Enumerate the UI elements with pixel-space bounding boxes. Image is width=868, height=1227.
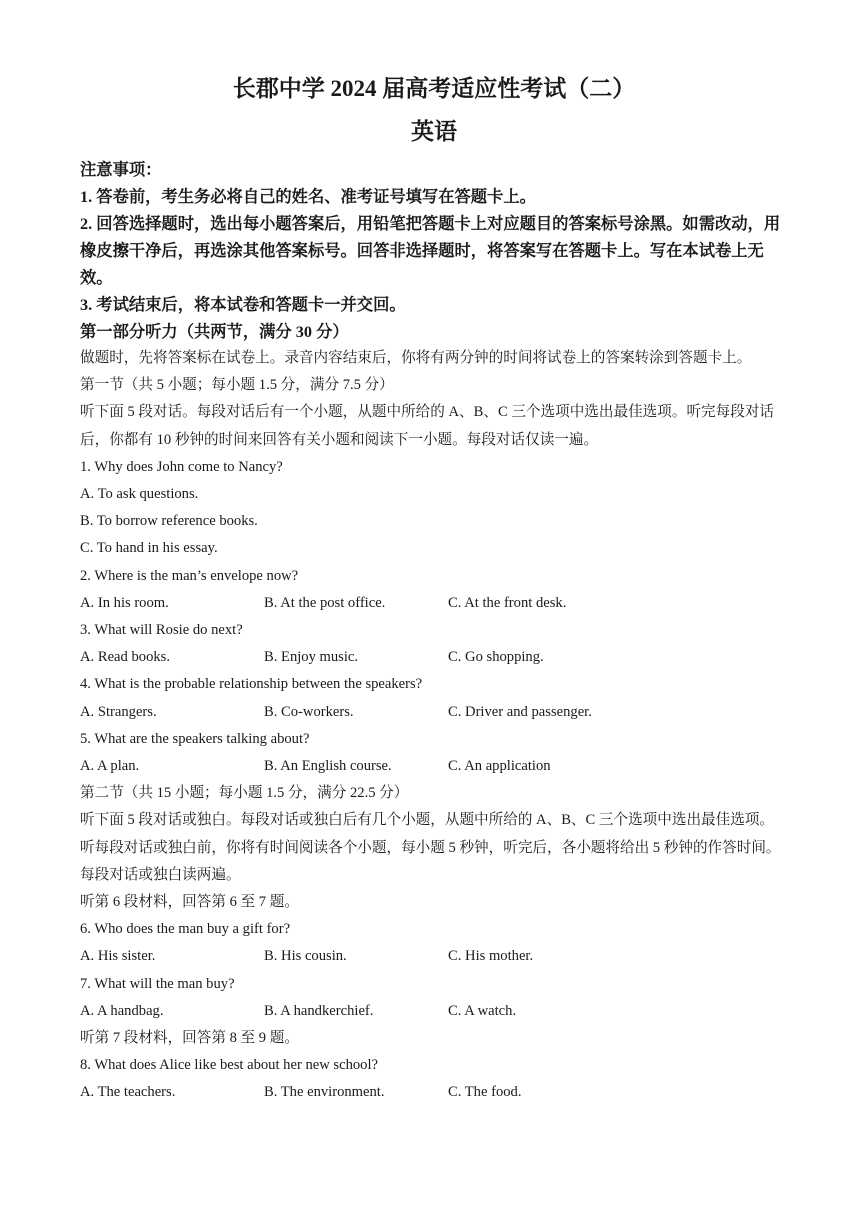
notice-item-1: 1. 答卷前，考生务必将自己的姓名、准考证号填写在答题卡上。 xyxy=(80,187,536,206)
question-5-options xyxy=(80,753,788,780)
question-7-option-c: C. A watch. xyxy=(448,1002,517,1019)
question-4-option-a: A. Strangers. xyxy=(80,703,157,720)
question-3-option-b: B. Enjoy music. xyxy=(264,649,359,666)
section2-heading: 第二节（共 15 小题；每小题 1.5 分，满分 22.5 分） xyxy=(80,785,409,802)
part1-heading: 第一部分听力（共两节，满分 30 分） xyxy=(80,322,349,341)
section1-heading: 第一节（共 5 小题；每小题 1.5 分，满分 7.5 分） xyxy=(80,377,394,394)
question-7-option-b: B. A handkerchief. xyxy=(264,1002,374,1019)
question-6-option-a: A. His sister. xyxy=(80,948,156,965)
question-2-stem: 2. Where is the man’s envelope now? xyxy=(80,567,299,584)
question-8-option-a: A. The teachers. xyxy=(80,1084,176,1101)
notice-heading: 注意事项： xyxy=(80,160,162,179)
question-2-option-a: A. In his room. xyxy=(80,594,169,611)
notice-item-3: 3. 考试结束后，将本试卷和答题卡一并交回。 xyxy=(80,295,406,314)
question-3-option-a: A. Read books. xyxy=(80,649,170,666)
question-1-option-b: B. To borrow reference books. xyxy=(80,513,258,530)
section1-instruction: 听下面 5 段对话。每段对话后有一个小题，从题中所给的 A、B、C 三个选项中选出最佳选项。听完每段对话后，你都有 10 秒钟的时间来回答有关小题和阅读下一小题。每段对话仅读一遍。 xyxy=(80,404,775,448)
material-6-note: 听第 6 段材料，回答第 6 至 7 题。 xyxy=(80,894,299,911)
question-6-options xyxy=(80,943,788,970)
question-5-stem: 5. What are the speakers talking about? xyxy=(80,730,310,747)
exam-subject: 英语 xyxy=(411,119,457,144)
question-7-options xyxy=(80,998,788,1025)
question-1-option-a: A. To ask questions. xyxy=(80,486,199,503)
question-4-stem: 4. What is the probable relationship between the speakers? xyxy=(80,676,423,693)
question-6-option-c: C. His mother. xyxy=(448,948,534,965)
question-3-options xyxy=(80,644,788,671)
question-8-option-c: C. The food. xyxy=(448,1084,522,1101)
question-2-option-b: B. At the post office. xyxy=(264,594,386,611)
question-8-option-b: B. The environment. xyxy=(264,1084,385,1101)
question-2-option-c: C. At the front desk. xyxy=(448,594,567,611)
question-7-stem: 7. What will the man buy? xyxy=(80,975,235,992)
part1-instruction: 做题时，先将答案标在试卷上。录音内容结束后，你将有两分钟的时间将试卷上的答案转涂到答题卡上。 xyxy=(80,350,752,366)
question-4-option-b: B. Co-workers. xyxy=(264,703,354,720)
question-2-options xyxy=(80,590,788,617)
question-3-stem: 3. What will Rosie do next? xyxy=(80,622,243,639)
section2-instruction: 听下面 5 段对话或独白。每段对话或独白后有几个小题，从题中所给的 A、B、C 三个选项中选出最佳选项。听每段对话或独白前，你将有时间阅读各个小题，每小题 5 秒钟，听完后，各小题将给出 5 秒钟的作答时间。每段对话或独白读两遍。 xyxy=(80,812,781,883)
question-4-options xyxy=(80,699,788,726)
question-1-option-c: C. To hand in his essay. xyxy=(80,540,218,557)
question-5-option-c: C. An application xyxy=(448,758,551,775)
question-7-option-a: A. A handbag. xyxy=(80,1002,164,1019)
question-8-stem: 8. What does Alice like best about her new school? xyxy=(80,1057,379,1074)
material-7-note: 听第 7 段材料，回答第 8 至 9 题。 xyxy=(80,1030,299,1047)
notice-item-2: 2. 回答选择题时，选出每小题答案后，用铅笔把答题卡上对应题目的答案标号涂黑。如需改动，用橡皮擦干净后，再选涂其他答案标号。回答非选择题时，将答案写在答题卡上。写在本试卷上无效。 xyxy=(80,214,781,287)
question-5-option-b: B. An English course. xyxy=(264,758,392,775)
question-3-option-c: C. Go shopping. xyxy=(448,649,544,666)
question-8-options xyxy=(80,1079,788,1106)
exam-title: 长郡中学 2024 届高考适应性考试（二） xyxy=(232,76,636,101)
question-5-option-a: A. A plan. xyxy=(80,758,140,775)
question-6-stem: 6. Who does the man buy a gift for? xyxy=(80,921,291,938)
question-6-option-b: B. His cousin. xyxy=(264,948,347,965)
question-4-option-c: C. Driver and passenger. xyxy=(448,703,592,720)
question-1-stem: 1. Why does John come to Nancy? xyxy=(80,458,283,475)
